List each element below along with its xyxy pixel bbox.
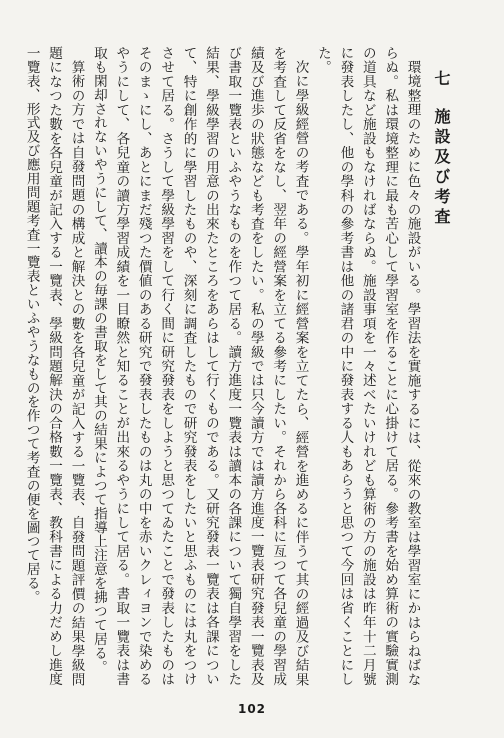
vertical-text-column [20,46,452,686]
paragraph-facilities: 環境整理のために色々の施設がいる。學習法を實施するには、從來の教室は學習室にかはらねばならぬ。私は環境整理に最も苦心して學習室を作ることに心掛けて居る。參考書を始め算術の實驗實測の道具など施設もなければならぬ。施設事項を一々述べたいけれども算術の方の施設は昨年十二月號に發表したし、他の學科の參考書は他の諸君の中に發表する人もあらうと思つて今回は省くことにした。 [314,46,421,686]
paragraph-class-management-review: 次に學級經營の考査である。學年初に經營案を立てたら、經營を進めるに伴うて其の經過及び結果を考査して反省をなし、翌年の經營案を立てる參考にしたい。それから各科に亙つて各兒童の學習成績及び進歩の狀態なども考査をしたい。私の學級では只今讀方では讀方進度一覽表研究發表一覽表及び書取一覽表といふやうなものを作つて居る。讀方進度一覽表は讀本の各課について獨自學習をした結果、學級學習の用意の出來たところをあらはして行くものである。又研究發表一覽表は各課について、特に創作的に學習したものや、深刻に調査したもので研究發表をしたいと思ふものには丸をつけさせて居る。さうして學級學習をして行く間に研究發表をしようと思つてゐたことで發表したものはそのまゝにし、あとにまだ殘つた價値のある研究で發表したものは丸の中を赤いクレィヨンで染めるやうにして、各兒童の讀方學習成績を一目瞭然と知ることが出來るやうにして居る。書取一覽表は書取も閑却されないやうにして、讀本の毎課の書取をして其の結果によつて指導上注意を拂つて居る。 [90,46,309,686]
section-heading [430,46,452,686]
page-number: 102 [237,702,267,716]
section-title: 施設及び考査 [432,108,451,228]
section-number: 七 [432,70,451,90]
paragraph-arithmetic-tables: 算術の方では自發問題の構成と解決との數を各兒童が記入する一覽表、自發問題評價の結果學級問題になつた數を各兒童が記入する一覽表、學級問題解決の合格數一覽表、教科書による力だめし進度一覽表、形式及び應用問題考査一覽表といふやうなものを作つて考査の便を圖つて居る。 [23,46,85,686]
